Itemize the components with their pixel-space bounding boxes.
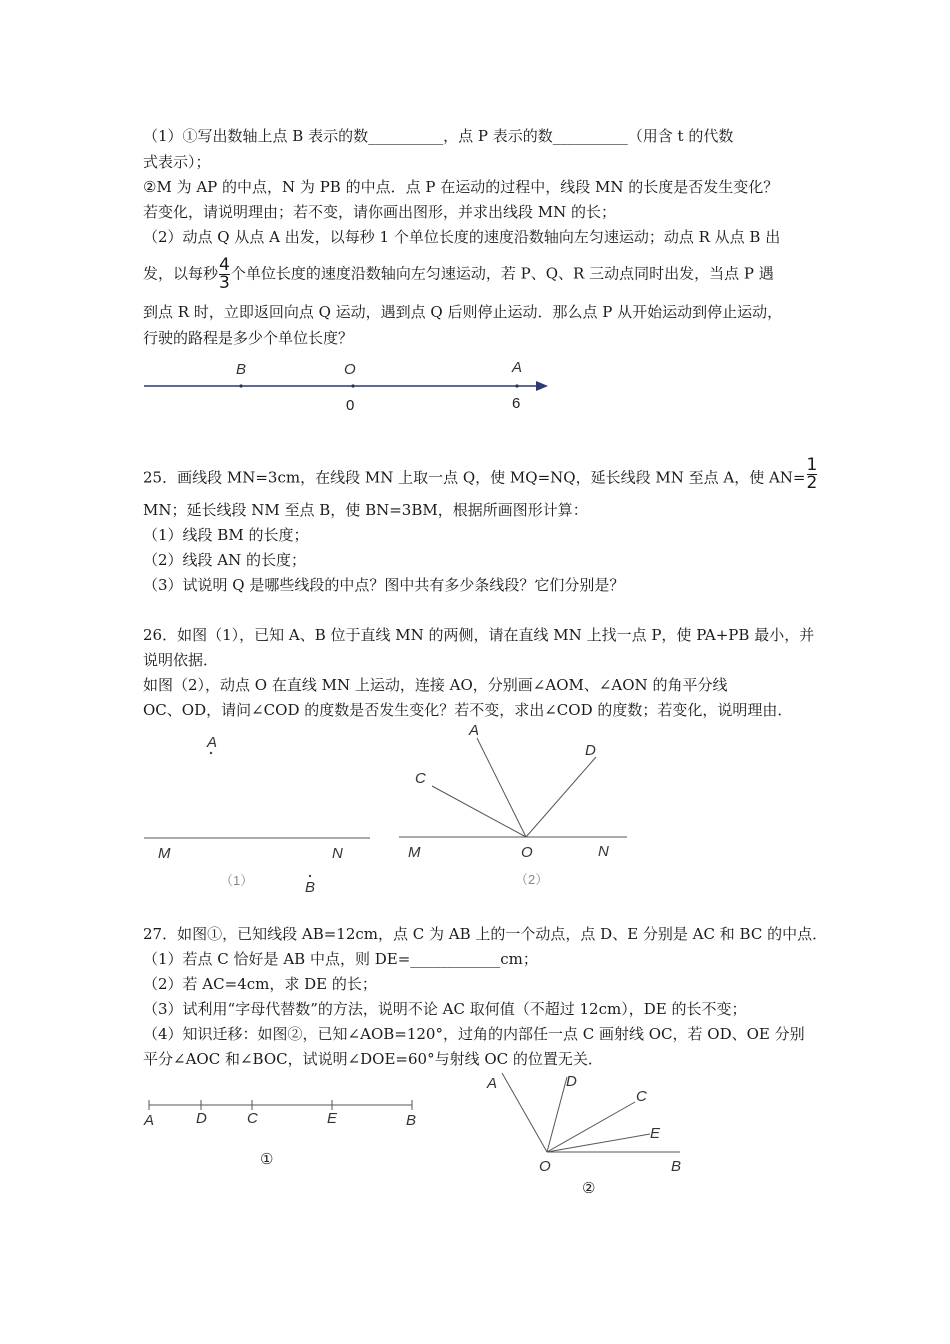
p25-line2: MN；延长线段 NM 至点 B，使 BN=3BM，根据所画图形计算： <box>143 501 588 519</box>
answer-blank-p[interactable]: __________ <box>552 127 628 145</box>
label-c: C <box>415 770 426 787</box>
label-m: M <box>158 845 171 862</box>
point-a <box>515 384 518 387</box>
figure-caption: （2） <box>515 872 549 887</box>
fraction-one-half: $\frac{1}{2}$ <box>806 455 818 493</box>
label-o: O <box>521 844 533 861</box>
point-b <box>239 384 242 387</box>
number-line-figure <box>140 355 560 420</box>
p26-line2: 说明依据． <box>143 651 219 669</box>
label-m: M <box>408 844 421 861</box>
p25-line4: （2）线段 AN 的长度； <box>143 551 307 569</box>
ray-oc <box>432 786 526 837</box>
label-a: A <box>207 734 218 751</box>
ray-oa <box>502 1073 547 1152</box>
ray-od <box>547 1077 567 1152</box>
label-d: D <box>196 1110 207 1127</box>
p24-line8: 行驶的路程是多少个单位长度？ <box>143 329 354 347</box>
label-n: N <box>332 845 343 862</box>
p27-line1: 27．如图①，已知线段 AB=12cm，点 C 为 AB 上的一个动点，点 D、E 分别是 AC 和 BC 的中点． <box>143 925 828 943</box>
label-d: D <box>585 742 596 759</box>
p25-line3: （1）线段 BM 的长度； <box>143 526 309 544</box>
label-e: E <box>327 1110 338 1127</box>
label-c: C <box>636 1088 647 1105</box>
value-zero: 0 <box>346 397 355 414</box>
label-b: B <box>671 1158 682 1175</box>
point-a <box>210 752 212 754</box>
p27-line5: （4）知识迁移：如图②，已知∠AOB=120°，过角的内部任一点 C 画射线 OC，若 OD、OE 分别 <box>143 1025 805 1043</box>
figure-26-2 <box>395 720 635 890</box>
p24-line4: 若变化，请说明理由；若不变，请你画出图形，并求出线段 MN 的长； <box>143 203 617 221</box>
label-b: B <box>305 879 316 896</box>
label-a: A <box>144 1112 155 1129</box>
label-e: E <box>650 1125 661 1142</box>
p26-line3: 如图（2），动点 O 在直线 MN 上运动，连接 AO，分别画∠AOM、∠AON 的角平分线 <box>143 676 728 694</box>
label-a: A <box>487 1075 498 1092</box>
label-n: N <box>598 843 609 860</box>
p24-line3: ②M 为 AP 的中点，N 为 PB 的中点．点 P 在运动的过程中，线段 MN 的长度是否发生变化？ <box>143 178 779 196</box>
label-o: O <box>539 1158 551 1175</box>
value-six: 6 <box>512 395 521 412</box>
label-o: O <box>344 361 356 378</box>
answer-blank-de[interactable]: ____________ <box>410 950 501 968</box>
figure-27-1 <box>140 1090 430 1175</box>
p25-line1: 25．画线段 MN=3cm，在线段 MN 上取一点 Q，使 MQ=NQ，延长线段 MN 至点 A，使 $AN=\frac{1}{2}$ <box>143 455 818 493</box>
label-a: A <box>469 722 480 739</box>
arrow-icon <box>536 381 548 391</box>
p26-line4: OC、OD，请问∠COD 的度数是否发生变化？若不变，求出∠COD 的度数；若变化，说明理由． <box>143 701 793 719</box>
p27-line2: （1）若点 C 恰好是 AB 中点，则 DE=____________cm； <box>143 950 538 968</box>
figure-26-1 <box>140 725 380 900</box>
p27-line6: 平分∠AOC 和∠BOC，试说明∠DOE=60°与射线 OC 的位置无关． <box>143 1050 603 1068</box>
p24-line5: （2）动点 Q 从点 A 出发，以每秒 1 个单位长度的速度沿数轴向左匀速运动；动点 R 从点 B 出 <box>143 228 781 246</box>
label-c: C <box>247 1110 258 1127</box>
label-d: D <box>566 1073 577 1090</box>
figure-caption: ② <box>582 1180 596 1197</box>
figure-caption: ① <box>260 1151 274 1168</box>
p24-line7: 到点 R 时，立即返回向点 Q 运动，遇到点 Q 后则停止运动．那么点 P 从开始运动到停止运动， <box>143 303 783 321</box>
p24-line2: 式表示）； <box>143 153 211 171</box>
point-o <box>351 384 354 387</box>
figure-27-2 <box>475 1068 695 1203</box>
label-a: A <box>512 359 523 376</box>
figure-caption: （1） <box>220 873 254 888</box>
p25-line5: （3）试说明 Q 是哪些线段的中点？图中共有多少条线段？它们分别是？ <box>143 576 625 594</box>
point-b <box>309 875 311 877</box>
fraction-four-thirds: $\frac{4}{3}$ <box>219 255 230 293</box>
p26-line1: 26．如图（1），已知 A、B 位于直线 MN 的两侧，请在直线 MN 上找一点 P，使 PA+PB 最小，并 <box>143 626 815 644</box>
p24-line6: 发，以每秒$\frac{4}{3}$ 个单位长度的速度沿数轴向左匀速运动，若 P、Q、R 三动点同时出发，当点 P 遇 <box>143 255 774 293</box>
ray-oa <box>477 738 526 837</box>
p27-line3: （2）若 AC=4cm，求 DE 的长； <box>143 975 377 993</box>
p27-line4: （3）试利用“字母代替数”的方法，说明不论 AC 取何值（不超过 12cm），DE 的长不变； <box>143 1000 747 1018</box>
ray-od <box>526 757 596 837</box>
label-b: B <box>236 361 247 378</box>
answer-blank-b[interactable]: __________ <box>368 127 444 145</box>
p24-line1: （1）①写出数轴上点 B 表示的数__________，点 P 表示的数__________（用含 t 的代数 <box>143 127 734 145</box>
label-b: B <box>406 1112 417 1129</box>
